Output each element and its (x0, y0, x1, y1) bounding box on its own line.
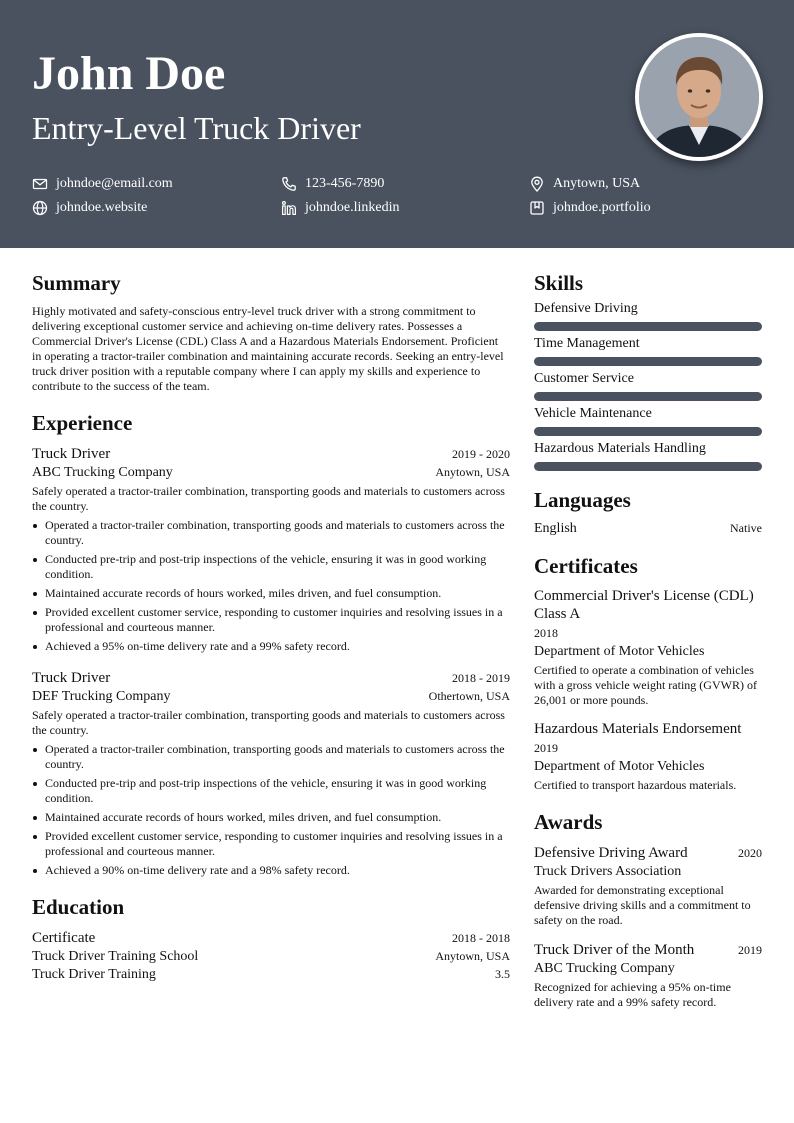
person-photo (639, 37, 759, 157)
certificate-year: 2019 (534, 741, 558, 755)
languages-heading: Languages (534, 488, 631, 512)
job-bullet: Provided excellent customer service, responding to customer inquiries and resolving issues in a professional and courteous manner. (32, 829, 510, 859)
skill-level-bar (534, 322, 762, 331)
skill-item (534, 370, 762, 401)
job-bullet: Conducted pre-trip and post-trip inspections of the vehicle, ensuring it was in good working condition. (32, 776, 510, 806)
skill-name: Vehicle Maintenance (534, 406, 652, 421)
skill-item (534, 440, 762, 471)
contact-email-text: johndoe@email.com (56, 176, 173, 191)
job-dates: 2019 - 2020 (452, 447, 510, 461)
skills-heading: Skills (534, 271, 584, 295)
skill-name: Time Management (534, 336, 640, 351)
job-entry (32, 668, 510, 878)
award-year: 2019 (738, 943, 762, 957)
certificates-section (534, 553, 762, 793)
education-section (32, 894, 510, 984)
job-company: DEF Trucking Company (32, 689, 171, 704)
certificate-item (534, 587, 762, 708)
contact-website[interactable] (32, 199, 147, 217)
candidate-name: John Doe (32, 47, 226, 100)
skill-name: Customer Service (534, 371, 634, 386)
contact-portfolio-text: johndoe.portfolio (553, 200, 651, 215)
job-bullets (32, 742, 510, 878)
job-entry (32, 444, 510, 654)
resume-header (0, 0, 794, 248)
experience-section (32, 410, 510, 878)
skills-section (534, 270, 762, 471)
skill-name: Hazardous Materials Handling (534, 441, 706, 456)
phone-icon (281, 176, 297, 192)
award-org: Truck Drivers Association (534, 864, 682, 879)
award-name: Truck Driver of the Month (534, 942, 695, 958)
award-name: Defensive Driving Award (534, 845, 688, 861)
mail-icon (32, 176, 48, 192)
job-description: Safely operated a tractor-trailer combination, transporting goods and materials to customers across the country. (32, 484, 505, 513)
certificate-item (534, 720, 762, 793)
candidate-title: Entry-Level Truck Driver (32, 110, 361, 146)
certificate-name: Commercial Driver's License (CDL) Class A (534, 588, 754, 622)
contact-location (529, 175, 640, 193)
side-column (534, 270, 762, 1010)
award-org: ABC Trucking Company (534, 961, 675, 976)
job-bullet: Maintained accurate records of hours worked, miles driven, and fuel consumption. (32, 810, 510, 825)
skill-item (534, 335, 762, 366)
award-description: Recognized for achieving a 95% on-time delivery rate and a 99% safety record. (534, 980, 731, 1009)
summary-section (32, 270, 510, 394)
education-gpa: 3.5 (495, 967, 510, 981)
job-bullet: Provided excellent customer service, responding to customer inquiries and resolving issues in a professional and courteous manner. (32, 605, 510, 635)
linkedin-icon (281, 200, 297, 216)
award-description: Awarded for demonstrating exceptional defensive driving skills and a commitment to safety on the road. (534, 883, 751, 927)
contact-website-text: johndoe.website (56, 200, 148, 215)
job-role: Truck Driver (32, 446, 111, 462)
contact-email[interactable] (32, 175, 173, 193)
job-dates: 2018 - 2019 (452, 671, 510, 685)
education-location: Anytown, USA (435, 949, 510, 963)
contact-linkedin[interactable] (281, 199, 400, 217)
job-location: Anytown, USA (435, 465, 510, 479)
job-company: ABC Trucking Company (32, 465, 173, 480)
certificate-org: Department of Motor Vehicles (534, 759, 705, 774)
skill-level-bar (534, 357, 762, 366)
skill-name: Defensive Driving (534, 301, 638, 316)
certificate-description: Certified to operate a combination of vehicles with a gross vehicle weight rating (GVWR) of 26,001 or more pounds. (534, 663, 757, 707)
awards-section (534, 809, 762, 1010)
contact-portfolio[interactable] (529, 199, 651, 217)
education-school: Truck Driver Training School (32, 949, 199, 964)
award-item (534, 843, 762, 928)
contact-linkedin-text: johndoe.linkedin (305, 200, 400, 215)
language-level: Native (730, 521, 762, 535)
contact-phone[interactable] (281, 175, 384, 193)
job-description: Safely operated a tractor-trailer combination, transporting goods and materials to customers across the country. (32, 708, 505, 737)
job-bullet: Operated a tractor-trailer combination, transporting goods and materials to customers across the country. (32, 518, 510, 548)
certificate-name: Hazardous Materials Endorsement (534, 721, 742, 737)
contact-location-text: Anytown, USA (553, 176, 641, 191)
profile-photo (635, 33, 763, 161)
main-column (32, 270, 510, 984)
job-bullet: Operated a tractor-trailer combination, transporting goods and materials to customers across the country. (32, 742, 510, 772)
job-location: Othertown, USA (428, 689, 510, 703)
certificate-year: 2018 (534, 626, 558, 640)
education-heading: Education (32, 895, 125, 919)
job-bullets (32, 518, 510, 654)
skill-item (534, 300, 762, 331)
summary-heading: Summary (32, 271, 121, 295)
language-name: English (534, 521, 577, 536)
summary-text: Highly motivated and safety-conscious entry-level truck driver with a strong commitment to delivering exceptional customer service and achieving on-time delivery rates. Possesses a Commercial Driver's License (CDL) Class A and a Hazardous Materials Endorsement. Proficient in operating a tractor-trailer combination and maintaining accurate records. Seeking an entry-level truck driver position with a reputable company where I can apply my skills and experience to contribute to the success of the team. (32, 304, 504, 393)
skill-item (534, 405, 762, 436)
job-bullet: Achieved a 90% on-time delivery rate and a 98% safety record. (32, 863, 510, 878)
education-dates: 2018 - 2018 (452, 931, 510, 945)
certificates-heading: Certificates (534, 554, 638, 578)
education-degree: Certificate (32, 930, 96, 946)
education-entry (32, 928, 510, 984)
awards-heading: Awards (534, 810, 603, 834)
skill-level-bar (534, 427, 762, 436)
job-bullet: Achieved a 95% on-time delivery rate and a 99% safety record. (32, 639, 510, 654)
portfolio-icon (529, 200, 545, 216)
job-bullet: Conducted pre-trip and post-trip inspections of the vehicle, ensuring it was in good working condition. (32, 552, 510, 582)
location-pin-icon (529, 176, 545, 192)
experience-heading: Experience (32, 411, 133, 435)
certificate-org: Department of Motor Vehicles (534, 644, 705, 659)
award-item (534, 940, 762, 1010)
job-role: Truck Driver (32, 670, 111, 686)
job-bullet: Maintained accurate records of hours worked, miles driven, and fuel consumption. (32, 586, 510, 601)
award-year: 2020 (738, 846, 762, 860)
certificate-description: Certified to transport hazardous materials. (534, 778, 737, 792)
skill-level-bar (534, 392, 762, 401)
skill-level-bar (534, 462, 762, 471)
contact-phone-text: 123-456-7890 (305, 176, 385, 191)
globe-icon (32, 200, 48, 216)
education-field: Truck Driver Training (32, 967, 156, 982)
language-item (534, 521, 762, 537)
languages-section (534, 487, 762, 537)
